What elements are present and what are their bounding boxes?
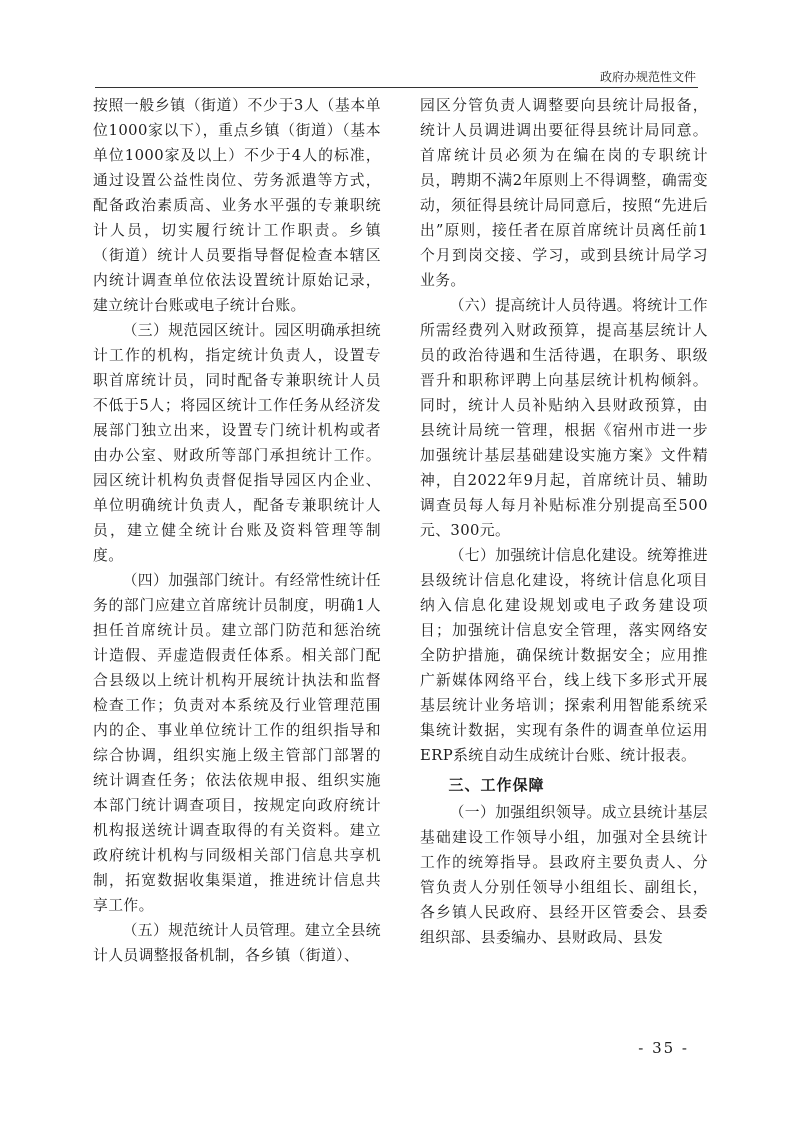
paragraph: （三）规范园区统计。园区明确承担统计工作的机构，指定统计负责人，设置专职首席统计员，同时配备专兼职统计人员不低于5人；将园区统计工作任务从经济发展部门独立出来，设置专门统计机构或者由办公室、财政所等部门承担统计工作。园区统计机构负责督促指导园区内企业、单位明确统计负责人，配备专兼职统计人员，建立健全统计台账及资料管理等制度。: [93, 322, 381, 564]
paragraph: 园区分管负责人调整要向县统计局报备，统计人员调进调出要征得县统计局同意。首席统计员必须为在编在岗的专职统计员，聘期不满2年原则上不得调整，确需变动，须征得县统计局同意后，按照“先进后出”原则，接任者在原首席统计员离任前1个月到岗交接、学习，或到县统计局学习业务。: [420, 97, 708, 289]
right-column: [420, 93, 708, 950]
left-column: [93, 93, 381, 968]
paragraph: （四）加强部门统计。有经常性统计任务的部门应建立首席统计员制度，明确1人担任首席统计员。建立部门防范和惩治统计造假、弄虚造假责任体系。相关部门配合县级以上统计机构开展统计执法和监督检查工作；负责对本系统及行业管理范围内的企、事业单位统计工作的组织指导和综合协调，组织实施上级主管部门部署的统计调查任务；依法依规申报、组织实施本部门统计调查项目，按规定向政府统计机构报送统计调查取得的有关资料。建立政府统计机构与同级相关部门信息共享机制，拓宽数据收集渠道，推进统计信息共享工作。: [93, 572, 381, 914]
paragraph: 按照一般乡镇（街道）不少于3人（基本单位1000家以下），重点乡镇（街道）（基本单位1000家及以上）不少于4人的标准，通过设置公益性岗位、劳务派遣等方式，配备政治素质高、业务水平强的专兼职统计人员，切实履行统计工作职责。乡镇（街道）统计人员要指导督促检查本辖区内统计调查单位依法设置统计原始记录，建立统计台账或电子统计台账。: [93, 97, 381, 314]
paragraph: （七）加强统计信息化建设。统筹推进县级统计信息化建设，将统计信息化项目纳入信息化建设规划或电子政务建设项目；加强统计信息安全管理，落实网络安全防护措施，确保统计数据安全；应用推广新媒体网络平台，线上线下多形式开展基层统计业务培训；探索利用智能系统采集统计数据，实现有条件的调查单位运用ERP系统自动生成统计台账、统计报表。: [420, 547, 708, 764]
header-divider: [95, 87, 698, 88]
section-heading: 三、工作保障: [448, 776, 545, 794]
paragraph: （六）提高统计人员待遇。将统计工作所需经费列入财政预算，提高基层统计人员的政治待遇和生活待遇，在职务、职级晋升和职称评聘上向基层统计机构倾斜。同时，统计人员补贴纳入县财政预算，由县统计局统一管理，根据《宿州市进一步加强统计基层基础建设实施方案》文件精神，自2022年9月起，首席统计员、辅助调查员每人每月补贴标准分别提高至500元、300元。: [420, 297, 708, 539]
paragraph: （五）规范统计人员管理。建立全县统计人员调整报备机制，各乡镇（街道）、: [93, 922, 381, 964]
paragraph: （一）加强组织领导。成立县统计基层基础建设工作领导小组，加强对全县统计工作的统筹指导。县政府主要负责人、分管负责人分别任领导小组组长、副组长，各乡镇人民政府、县经开区管委会、县委组织部、县委编办、县财政局、县发: [420, 804, 708, 946]
page-number: - 35 -: [638, 1039, 689, 1057]
page-header-title: 政府办规范性文件: [599, 70, 696, 84]
